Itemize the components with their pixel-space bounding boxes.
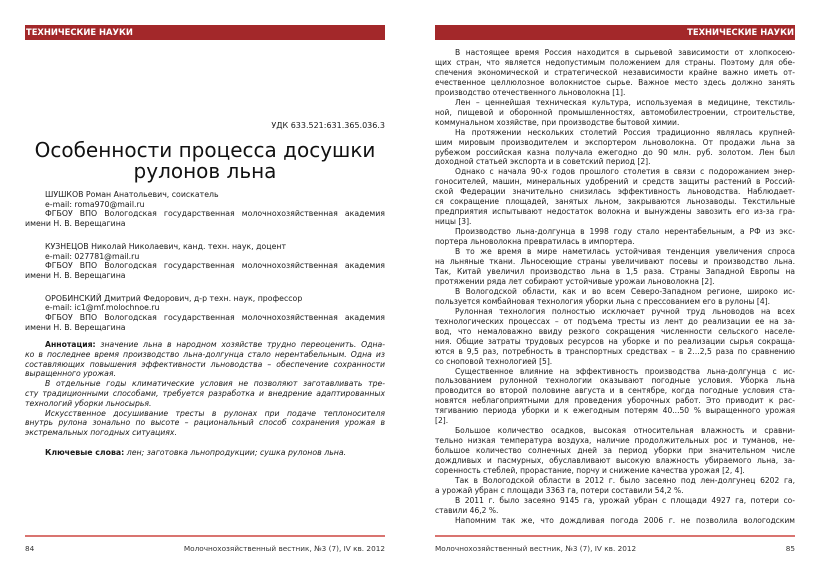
annotation-line: внутрь рулона зонально по высоте – рациональный способ сохранения урожая в <box>25 418 385 428</box>
author-affiliation: ФГБОУ ВПО Вологодская государственная молочнохозяйственная академия <box>45 209 385 219</box>
author-email: e-mail: roma970@mail.ru <box>45 199 145 209</box>
section-header-bar: ТЕХНИЧЕСКИЕ НАУКИ <box>25 25 385 40</box>
text-line: Существенное влияние на эффективность производства льна-долгунца с ис- <box>455 366 795 376</box>
author-name: ОРОБИНСКИЙ Дмитрий Федорович, д-р техн. наук, профессор <box>45 293 303 303</box>
text-line: Напомним так же, что дождливая погода 2006 г. не позволила вологодским <box>455 515 795 525</box>
text-line: ечественное целлюлозное волокнистое сырье. Важное место здесь должно занять <box>435 77 795 87</box>
right-page <box>410 0 820 580</box>
footer-rule <box>25 535 385 537</box>
author-affiliation: имени Н. В. Верещагина <box>25 219 126 229</box>
page-number: 85 <box>785 544 795 553</box>
author-email: e-mail: 027781@mail.ru <box>45 251 140 261</box>
text-line: проводится во второй половине августа и в сентябре, когда погодные условия ста- <box>435 386 795 396</box>
text-line: пользованием рулонной технологии оказывают погодные условия. Уборка льна <box>435 376 795 386</box>
text-line: ются в 9,5 раз, потребность в транспортных средствах – в 2…2,5 раза по сравнению <box>435 346 795 356</box>
text-line: со сноповой технологией [5]. <box>435 356 553 366</box>
text-line: Рулонная технология полностью исключает ручной труд льноводов на всех <box>455 306 795 316</box>
text-line: спечения экономической и стратегической независимости крайне важно иметь от- <box>435 67 795 77</box>
text-line: ской Федерации значительно снизилась эффективность льноводства. Наблюдает- <box>435 187 795 197</box>
author-affiliation: ФГБОУ ВПО Вологодская государственная молочнохозяйственная академия <box>45 261 385 271</box>
author-affiliation: имени Н. В. Верещагина <box>25 322 126 332</box>
annotation-text: значение льна в народном хозяйстве трудно переоценить. Одна- <box>100 340 385 349</box>
text-line: протяжении ряда лет собирают устойчивые урожаи льноволокна [2]. <box>435 276 715 286</box>
annotation-line: технологий уборки льносырья. <box>25 398 152 408</box>
text-line: производство отечественного льноволокна [1]. <box>435 87 626 97</box>
author-email: e-mail: ic1@mf.molochnoe.ru <box>45 303 160 313</box>
text-line: доходной статьей экспорта и в советский период [2]. <box>435 157 651 167</box>
article-title <box>25 140 385 182</box>
author-block <box>25 190 385 229</box>
text-line: Большое количество осадков, высокая относительная влажность и сравни- <box>455 426 795 436</box>
text-line: Производство льна-долгунца в 1998 году стало нерентабельным, а РФ из экс- <box>455 227 795 237</box>
text-line: тягиванию периода уборки и к ежегодным потерям 40...50 % выращенного урожая <box>435 406 795 416</box>
annotation-label: Аннотация: <box>45 340 96 349</box>
paragraph <box>435 48 795 98</box>
author-affiliation: ФГБОУ ВПО Вологодская государственная молочнохозяйственная академия <box>45 313 385 323</box>
keywords-value: лен; заготовка льнопродукции; сушка рулонов льна. <box>126 448 347 457</box>
paragraph <box>435 476 795 496</box>
text-line: коммунальном хозяйстве, при производстве бытовой химии. <box>435 117 680 127</box>
author-name: КУЗНЕЦОВ Николай Николаевич, канд. техн. наук, доцент <box>45 241 287 251</box>
paragraph <box>435 426 795 476</box>
author-block <box>25 294 385 333</box>
text-line: тельно низкая температура воздуха, наличие продолжительных рос и туманов, не- <box>435 436 795 446</box>
paragraph <box>435 167 795 227</box>
paragraph <box>435 307 795 367</box>
paragraph <box>435 247 795 287</box>
paragraph <box>435 227 795 247</box>
text-line: а урожай убран с площади 3363 га, потери составили 54,2 %. <box>435 485 684 495</box>
article-body <box>435 48 795 526</box>
text-line: Так в Вологодской области в 2012 г. было засеяно под лен-долгунец 6202 га, <box>455 475 795 485</box>
title-line: Особенности процесса досушки <box>34 138 376 162</box>
text-line: На протяжении нескольких столетий Россия традиционно являлась крупней- <box>455 127 795 137</box>
annotation-line: ко в последнее время производство льна-долгунца стало нерентабельным. Одна из <box>25 349 385 359</box>
paragraph <box>435 367 795 427</box>
text-line: вод, что немаловажно ввиду резкого сокращения численности сельского населе- <box>435 326 795 336</box>
text-line: портера льноволокна превратилась в импортера. <box>435 237 635 247</box>
text-line: Однако с начала 90-х годов прошлого столетия в связи с подорожанием энер- <box>455 167 795 177</box>
page-number: 84 <box>25 544 35 553</box>
text-line: В 2011 г. было засеяно 9145 га, урожай убран с площади 4927 га, потери со- <box>455 495 795 505</box>
text-line: ставили 46,2 %. <box>435 505 499 515</box>
annotation <box>25 340 385 438</box>
author-block <box>25 242 385 281</box>
keywords <box>45 448 346 458</box>
text-line: ницы [3]. <box>435 217 472 227</box>
paragraph <box>435 496 795 516</box>
text-line: ся сокращение площадей, занятых льном, закрываются льнозаводы. Текстильные <box>435 197 795 207</box>
text-line: В настоящее время Россия находится в сырьевой зависимости от хлопкосею- <box>455 48 795 57</box>
text-line: технологических процессах – от подъема тресты из лент до реализации ее на за- <box>435 316 795 326</box>
author-name: ШУШКОВ Роман Анатольевич, соискатель <box>45 190 219 199</box>
text-line: соренность стеблей, прорастание, порчу и снижение качества урожая [2, 4]. <box>435 466 745 476</box>
paragraph <box>435 516 795 526</box>
text-line: [2]. <box>435 416 449 426</box>
keywords-label: Ключевые слова: <box>45 448 125 457</box>
text-line: Лен – ценнейшая техническая культура, используемая в медицине, текстиль- <box>455 97 795 107</box>
udc-code: УДК 633.521:631.365.036.3 <box>271 121 385 130</box>
journal-name: Молочнохозяйственный вестник, №3 (7), IV кв. 2012 <box>183 544 385 553</box>
annotation-line: сту традиционными способами, требуется разработка и внедрение адаптированных <box>25 388 385 398</box>
title-line: рулонов льна <box>133 159 277 183</box>
text-line: Так, Китай увеличил производство льна в 1,5 раза. Страны Западной Европы на <box>435 266 795 276</box>
footer-rule <box>435 535 795 537</box>
annotation-line: выращенного урожая. <box>25 369 116 379</box>
annotation-line <box>25 340 385 350</box>
text-line: ния. Общие затраты трудовых ресурсов на уборке и по реализации сырья сокраща- <box>435 336 795 346</box>
text-line: ной, пищевой и оборонной промышленностях, автомобилестроении, строительстве, <box>435 107 795 117</box>
paragraph <box>435 98 795 128</box>
journal-name: Молочнохозяйственный вестник, №3 (7), IV кв. 2012 <box>435 544 637 553</box>
text-line: рубежом российская казна получала ежегодно до 90 млн. руб. золотом. Лен был <box>435 147 795 157</box>
text-line: шим мировым производителем и экспортером льноволокна. От продажи льна за <box>435 137 795 147</box>
author-affiliation: имени Н. В. Верещагина <box>25 270 126 280</box>
annotation-line: В отдельные годы климатические условия не позволяют заготавливать тре- <box>45 379 385 389</box>
paragraph <box>435 287 795 307</box>
text-line: новятся неблагоприятными для проведения уборочных работ. Это приводит к рас- <box>435 396 795 406</box>
text-line: пользуется комбайновая технология уборки льна с прессованием его в рулоны [4]. <box>435 296 770 306</box>
annotation-line: Искусственное досушивание тресты в рулонах при подаче теплоносителя <box>45 408 385 418</box>
section-header-bar: ТЕХНИЧЕСКИЕ НАУКИ <box>435 25 795 40</box>
author-list <box>25 190 385 345</box>
text-line: предприятия испытывают недостаток волокна и вынуждены завозить его из-за гра- <box>435 207 795 217</box>
paragraph <box>435 128 795 168</box>
annotation-line: составляющих повышения эффективности льноводства – обеспечение сохранности <box>25 359 385 369</box>
text-line: дождливых и пасмурных, обуславливают высокую влажность убираемого льна, за- <box>435 456 795 466</box>
text-line: на льняные ткани. Льносеющие страны увеличивают посевы и производство льна. <box>435 257 795 267</box>
text-line: В Вологодской области, как и во всем Северо-Западном регионе, широко ис- <box>455 286 795 296</box>
text-line: В то же время в мире наметилась устойчивая тенденция увеличения спроса <box>455 247 795 257</box>
annotation-line: экстремальных погодных ситуациях. <box>25 428 177 438</box>
text-line: щих стран, что является недопустимым положением для страны. Поэтому для обе- <box>435 57 795 67</box>
text-line: большое количество солнечных дней за период уборки при значительном числе <box>435 446 795 456</box>
text-line: гоносителей, машин, минеральных удобрений и средств защиты растений в Россий- <box>435 177 795 187</box>
